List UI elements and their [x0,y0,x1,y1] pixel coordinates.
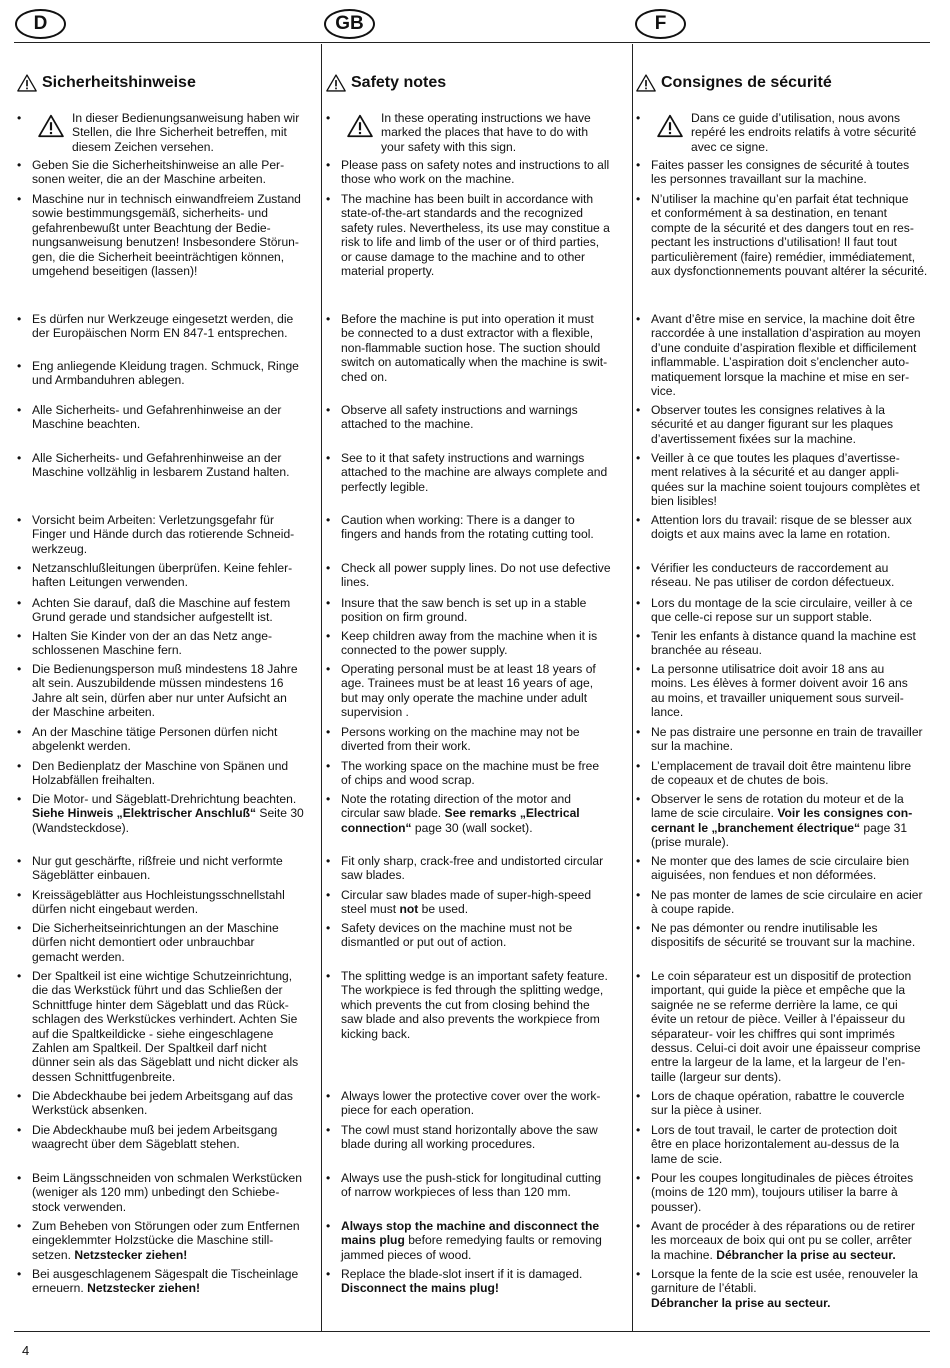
safety-note-text: Lors de chaque opération, rabattre le couvercle sur la pièce à usiner. [651,1089,905,1118]
safety-note-item [17,451,322,480]
safety-note-item [17,1171,322,1214]
safety-note-item [326,759,631,788]
safety-note-item [636,596,941,625]
bullet: • [326,1123,331,1137]
safety-note-item [636,1123,941,1166]
safety-note-item [636,725,941,754]
safety-note-text: Den Bedienplatz der Maschine von Spänen und Holzabfällen freihalten. [32,759,289,788]
safety-note-item [326,451,631,494]
safety-note-item [17,792,322,835]
safety-note-emphasis: Always stop the machine and disconnect the mains plug [341,1219,600,1248]
bullet: • [17,888,22,902]
safety-note-text: Ne pas distraire une personne en train de travailler sur la machine. [651,725,923,754]
safety-note-item [17,759,322,788]
safety-note-text: Halten Sie Kinder von der an das Netz ange- schlossenen Maschine fern. [32,629,273,658]
safety-note-item [17,888,322,917]
bullet: • [326,662,331,676]
bullet: • [326,1267,331,1281]
bullet: • [636,662,641,676]
section-title [17,73,196,93]
bullet: • [17,192,22,206]
safety-note-item [326,921,631,950]
bullet: • [326,1219,331,1233]
safety-note-text: L’emplacement de travail doit être maintenu libre de copeaux et de chutes de bois. [651,759,912,788]
safety-note-text: Vorsicht beim Arbeiten: Verletzungsgefahr für Finger und Hände durch das rotierende Schneid- werkzeug. [32,513,295,556]
safety-note-item [326,513,631,542]
safety-note-text: Observer le sens de rotation du moteur et de la lame de scie circulaire. Voir les consignes con- cernant le „branchement électrique“ page 31 (prise murale). [651,792,913,850]
safety-note-text: Es dürfen nur Werkzeuge eingesetzt werden, die der Europäischen Norm EN 847-1 entsprechen. [32,312,294,341]
safety-note-text: Caution when working: There is a danger to fingers and hands from the rotating cutting tool. [341,513,594,542]
safety-note-item [326,192,631,279]
bullet: • [636,888,641,902]
bullet: • [636,629,641,643]
safety-note-item [636,969,941,1084]
safety-note-text: The working space on the machine must be free of chips and wood scrap. [341,759,600,788]
bullet: • [326,451,331,465]
safety-note-text: Die Abdeckhaube muß bei jedem Arbeitsgang waagrecht über dem Sägeblatt stehen. [32,1123,278,1152]
safety-note-item [636,888,941,917]
bullet: • [17,596,22,610]
safety-note-item [636,1267,941,1310]
bullet: • [326,596,331,610]
bullet: • [17,1123,22,1137]
safety-note-item [326,792,631,835]
footer-rule [14,1331,930,1332]
safety-note-item [636,792,941,850]
safety-note-text: Observe all safety instructions and warnings attached to the machine. [341,403,578,432]
bullet: • [326,725,331,739]
bullet: • [326,403,331,417]
safety-note-item [636,312,941,399]
safety-note-text: Zum Beheben von Störungen oder zum Entfernen eingeklemmter Holzstücke die Maschine still- setzen. Netzstecker ziehen! [32,1219,300,1262]
safety-note-emphasis: Netzstecker ziehen! [87,1281,201,1296]
safety-note-text: La personne utilisatrice doit avoir 18 ans au moins. Les élèves à former doivent avoir 16 ans au moins, et travailler uniquement sous surveil- lance. [651,662,908,720]
safety-note-text: Replace the blade-slot insert if it is damaged. Disconnect the mains plug! [341,1267,583,1296]
safety-note-text: Bei ausgeschlagenem Sägespalt die Tischeinlage erneuern. Netzstecker ziehen! [32,1267,299,1296]
bullet: • [636,725,641,739]
safety-note-text: Lorsque la fente de la scie est usée, renouveler la garniture de l’établi. Débrancher la prise au secteur. [651,1267,918,1310]
bullet: • [17,111,22,125]
bullet: • [326,792,331,806]
safety-note-text: Dans ce guide d’utilisation, nous avons repéré les endroits relatifs à votre sécurité avec ce signe. [691,111,917,154]
safety-note-text: Die Abdeckhaube bei jedem Arbeitsgang auf das Werkstück absenken. [32,1089,293,1118]
bullet: • [17,792,22,806]
safety-note-item [17,725,322,754]
bullet: • [636,1267,641,1281]
bullet: • [636,561,641,575]
safety-note-text: In these operating instructions we have marked the places that have to do with your safety with this sign. [381,111,591,154]
bullet: • [326,921,331,935]
bullet: • [636,596,641,610]
safety-note-item [17,662,322,720]
safety-note-item [636,759,941,788]
safety-note-item [17,561,322,590]
bullet: • [17,629,22,643]
bullet: • [326,158,331,172]
safety-note-item [326,1123,631,1152]
safety-note-text: Geben Sie die Sicherheitshinweise an alle Per- sonen weiter, die an der Maschine arbeiten. [32,158,285,187]
bullet: • [326,854,331,868]
bullet: • [326,629,331,643]
safety-note-text: Alle Sicherheits- und Gefahrenhinweise an der Maschine vollzählig in lesbarem Zustand halten. [32,451,290,480]
safety-note-text: Always lower the protective cover over the work- piece for each operation. [341,1089,601,1118]
safety-note-emphasis: Disconnect the mains plug! [341,1281,499,1296]
safety-note-emphasis: Siehe Hinweis „Elektrischer Anschluß“ [32,806,257,821]
safety-note-item [326,662,631,720]
safety-note-item [636,111,941,154]
safety-note-text: Kreissägeblätter aus Hochleistungsschnellstahl dürfen nicht eingebaut werden. [32,888,285,917]
bullet: • [17,1267,22,1281]
safety-note-text: An der Maschine tätige Personen dürfen nicht abgelenkt werden. [32,725,278,754]
safety-note-text: Faites passer les consignes de sécurité à toutes les personnes travaillant sur la machine. [651,158,910,187]
safety-note-text: Beim Längsschneiden von schmalen Werkstücken (weniger als 120 mm) unbedingt den Schiebe- stock verwenden. [32,1171,303,1214]
bullet: • [636,1123,641,1137]
safety-note-text: Observer toutes les consignes relatives à la sécurité et au danger figurant sur les plaques d’avertissement fixées sur la machine. [651,403,894,446]
language-badge-de: D [15,9,66,39]
safety-note-item [326,725,631,754]
safety-note-emphasis: Débrancher la prise au secteur. [651,1295,831,1310]
bullet: • [636,854,641,868]
bullet: • [326,111,331,125]
safety-note-item [636,158,941,187]
safety-note-text: Avant de procéder à des réparations ou de retirer les morceaux de boix qui ont pu se coller, arrêter la machine. Débrancher la prise au secteur. [651,1219,915,1262]
bullet: • [17,759,22,773]
safety-note-text: The cowl must stand horizontally above the saw blade during all working procedures. [341,1123,598,1152]
safety-note-text: Attention lors du travail: risque de se blesser aux doigts et aux mains avec la lame en rotation. [651,513,912,542]
safety-note-text: Die Sicherheitseinrichtungen an der Maschine dürfen nicht demontiert oder unbrauchbar gemacht werden. [32,921,279,964]
safety-note-text: Always stop the machine and disconnect the mains plug before remedying faults or removing jammed pieces of wood. [341,1219,602,1262]
safety-note-item [17,513,322,556]
bullet: • [17,662,22,676]
safety-note-item [636,513,941,542]
safety-note-item [17,403,322,432]
safety-note-item [326,1267,631,1296]
safety-note-emphasis: not [399,902,419,917]
safety-note-text: N’utiliser la machine qu’en parfait état technique et conformément à sa destination, en tenant compte de la sécurité et des dangers tout en res- pectant les instructions d’utilisation! Il faut tout particulièrement (faire) remédier, immédiatement, aux dysfonctionnements pouvant altérer la sécurité. [651,192,928,279]
safety-note-text: Ne pas monter de lames de scie circulaire en acier à coupe rapide. [651,888,923,917]
bullet: • [17,1171,22,1185]
safety-note-item [326,111,631,154]
safety-note-item [17,1089,322,1118]
bullet: • [326,513,331,527]
safety-note-item [636,629,941,658]
safety-note-text: Maschine nur in technisch einwandfreiem Zustand sowie bestimmungsgemäß, sicherheits- und gefahrenbewußt unter Beachtung der Bedie- nungsanweisung benutzen! Insbesondere Störun- gen, die die Sicherheit beeinträchtigen können, umgehend beseitigen (lassen)! [32,192,301,279]
safety-note-item [636,1219,941,1262]
bullet: • [17,513,22,527]
header-rule [14,42,930,43]
bullet: • [636,513,641,527]
safety-note-text: Operating personal must be at least 18 years of age. Trainees must be at least 16 years of age, but may only operate the machine under adult supervision . [341,662,596,720]
bullet: • [17,725,22,739]
bullet: • [17,312,22,326]
safety-note-item [326,629,631,658]
bullet: • [326,312,331,326]
safety-note-item [326,596,631,625]
safety-note-text: Please pass on safety notes and instructions to all those who work on the machine. [341,158,610,187]
safety-note-text: In dieser Bedienungsanweisung haben wir Stellen, die Ihre Sicherheit betreffen, mit diesem Zeichen versehen. [72,111,300,154]
section-title [636,73,832,93]
section-title-text: Sicherheitshinweise [42,74,196,91]
safety-note-text: Before the machine is put into operation it must be connected to a dust extractor with a flexible, non-flammable suction hose. The suction should switch on automatically when the machine is swit- ched on. [341,312,608,384]
safety-note-emphasis: Netzstecker ziehen! [74,1247,188,1262]
safety-note-item [17,1219,322,1262]
safety-note-text: Nur gut geschärfte, rißfreie und nicht verformte Sägeblätter einbauen. [32,854,283,883]
safety-note-text: Always use the push-stick for longitudinal cutting of narrow workpieces of less than 120 mm. [341,1171,602,1200]
safety-note-item [17,969,322,1084]
bullet: • [326,888,331,902]
bullet: • [636,192,641,206]
language-badge-fr: F [635,9,686,39]
section-title-text: Consignes de sécurité [661,74,832,91]
page-number: 4 [22,1343,30,1358]
safety-note-text: Safety devices on the machine must not be dismantled or put out of action. [341,921,573,950]
warning-triangle-icon [347,113,373,139]
safety-note-text: Alle Sicherheits- und Gefahrenhinweise an der Maschine beachten. [32,403,282,432]
safety-note-text: Achten Sie darauf, daß die Maschine auf festem Grund gerade und standsicher aufgestellt ist. [32,596,291,625]
safety-note-text: Tenir les enfants à distance quand la machine est branchée au réseau. [651,629,916,658]
safety-note-text: Avant d’être mise en service, la machine doit être raccordée à une installation d’aspiration au moyen d’une conduite d’aspiration flexible et difficilement inflammable. L’aspiration doit s’enclencher auto- matiquement lorsque la machine et mise en ser- vice. [651,312,921,399]
bullet: • [17,359,22,373]
safety-note-item [326,1089,631,1118]
bullet: • [636,1089,641,1103]
safety-note-text: Die Bedienungsperson muß mindestens 18 Jahre alt sein. Auszubildende müssen mindestens 16 Jahre alt sein, dürfen aber nur unter Aufsicht an der Maschine arbeiten. [32,662,298,720]
safety-note-text: Persons working on the machine may not be diverted from their work. [341,725,580,754]
safety-note-item [636,561,941,590]
bullet: • [326,1089,331,1103]
safety-note-text: Netzanschlußleitungen überprüfen. Keine fehler- haften Leitungen verwenden. [32,561,293,590]
safety-note-text: Insure that the saw bench is set up in a stable position on firm ground. [341,596,587,625]
bullet: • [326,969,331,983]
warning-triangle-icon [657,113,683,139]
safety-note-item [636,192,941,279]
section-title-text: Safety notes [351,74,447,91]
safety-note-item [326,1219,631,1262]
warning-triangle-icon [17,73,37,93]
safety-note-text: Lors du montage de la scie circulaire, veiller à ce que celle-ci repose sur un support stable. [651,596,913,625]
bullet: • [636,111,641,125]
safety-note-item [326,969,631,1041]
bullet: • [17,561,22,575]
bullet: • [17,854,22,868]
safety-note-text: Pour les coupes longitudinales de pièces étroites (moins de 120 mm), toujours utiliser la barre à pousser). [651,1171,914,1214]
bullet: • [326,192,331,206]
safety-note-text: See to it that safety instructions and warnings attached to the machine are always complete and perfectly legible. [341,451,608,494]
bullet: • [636,792,641,806]
bullet: • [636,312,641,326]
safety-note-item [636,403,941,446]
safety-note-text: Keep children away from the machine when it is connected to the power supply. [341,629,598,658]
bullet: • [326,561,331,575]
safety-note-text: Circular saw blades made of super-high-speed steel must not be used. [341,888,592,917]
safety-note-item [636,921,941,950]
safety-note-item [636,451,941,509]
safety-note-item [17,596,322,625]
bullet: • [17,403,22,417]
safety-note-text: Vérifier les conducteurs de raccordement au réseau. Ne pas utiliser de cordon défectueux. [651,561,895,590]
safety-note-emphasis: See remarks „Electrical connection“ [341,806,580,835]
bullet: • [17,158,22,172]
safety-note-item [17,192,322,279]
safety-note-item [17,359,322,388]
safety-note-item [17,629,322,658]
bullet: • [17,1219,22,1233]
bullet: • [17,921,22,935]
safety-note-text: Note the rotating direction of the motor and circular saw blade. See remarks „Electrical connection“ page 30 (wall socket). [341,792,580,835]
safety-note-item [326,1171,631,1200]
safety-note-text: Eng anliegende Kleidung tragen. Schmuck, Ringe und Armbanduhren ablegen. [32,359,299,388]
safety-note-text: Lors de tout travail, le carter de protection doit être en place horizontalement au-dessus de la lame de scie. [651,1123,900,1166]
language-badge-gb: GB [324,9,375,39]
safety-note-item [326,888,631,917]
section-title [326,73,446,93]
safety-note-emphasis: Voir les consignes con- cernant le „branchement électrique“ [651,806,913,835]
bullet: • [636,1219,641,1233]
safety-note-item [17,921,322,964]
warning-triangle-icon [636,73,656,93]
safety-note-item [636,1171,941,1214]
safety-note-item [636,662,941,720]
safety-note-text: Fit only sharp, crack-free and undistorted circular saw blades. [341,854,604,883]
safety-note-item [17,158,322,187]
safety-note-item [326,854,631,883]
warning-triangle-icon [38,113,64,139]
safety-note-text: Der Spaltkeil ist eine wichtige Schutzeinrichtung, die das Werkstück führt und das Schließen der Schnittfuge hinter dem Sägeblatt und das Rück- schlagen des Werkstückes verhindert. Achten Sie auf die Spaltkeildicke - siehe eingeschlagene Zahlen am Spaltkeil. Der Spaltkeil darf nicht dünner sein als das Sägeblatt und nicht dicker als dessen Schnittfugenbreite. [32,969,299,1084]
safety-note-text: Ne pas démonter ou rendre inutilisable les dispositifs de sécurité se trouvant sur la machine. [651,921,916,950]
safety-note-text: Le coin séparateur est un dispositif de protection important, qui guide la pièce et empêche que la saignée ne se referme derrière la lame, ce qui évite un retour de pièce. Veiller à l’épaisseur du séparateur- voir les chiffres qui sont imprimés dessus. Celui-ci doit avoir une épaisseur comprise entre la largeur de la lame, et la largeur de l’en- taille (largeur sur dents). [651,969,921,1084]
safety-note-item [17,312,322,341]
safety-note-text: Ne monter que des lames de scie circulaire bien aiguisées, non fendues et non déformées. [651,854,910,883]
safety-note-item [17,854,322,883]
safety-note-item [636,1089,941,1118]
safety-note-item [17,111,322,154]
bullet: • [636,158,641,172]
bullet: • [17,1089,22,1103]
safety-note-text: The machine has been built in accordance with state-of-the-art standards and the recognized safety rules. Nevertheless, its use may constitue a risk to life and limb of the user or of third parties, or cause damage to the machine and to other material property. [341,192,610,279]
safety-note-item [17,1123,322,1152]
bullet: • [636,403,641,417]
bullet: • [326,759,331,773]
safety-note-text: Veiller à ce que toutes les plaques d’avertisse- ment relatives à la sécurité et au danger appli- quées sur la machine soient toujours complètes et bien lisibles! [651,451,920,509]
bullet: • [17,969,22,983]
safety-note-emphasis: Débrancher la prise au secteur. [716,1247,896,1262]
column-divider-2 [632,44,633,1332]
safety-note-text: Die Motor- und Sägeblatt-Drehrichtung beachten. Siehe Hinweis „Elektrischer Anschluß“ Seite 30 (Wandsteckdose). [32,792,304,835]
bullet: • [636,451,641,465]
safety-note-item [326,312,631,384]
bullet: • [636,969,641,983]
bullet: • [636,1171,641,1185]
bullet: • [636,759,641,773]
bullet: • [636,921,641,935]
safety-note-item [17,1267,322,1296]
bullet: • [17,451,22,465]
bullet: • [326,1171,331,1185]
safety-note-item [326,561,631,590]
warning-triangle-icon [326,73,346,93]
safety-note-item [326,403,631,432]
safety-note-item [326,158,631,187]
safety-note-text: Check all power supply lines. Do not use defective lines. [341,561,611,590]
safety-note-text: The splitting wedge is an important safety feature. The workpiece is fed through the splitting wedge, which prevents the cut from closing behind the saw blade and also prevents the workpiece from kicking back. [341,969,608,1041]
safety-note-item [636,854,941,883]
